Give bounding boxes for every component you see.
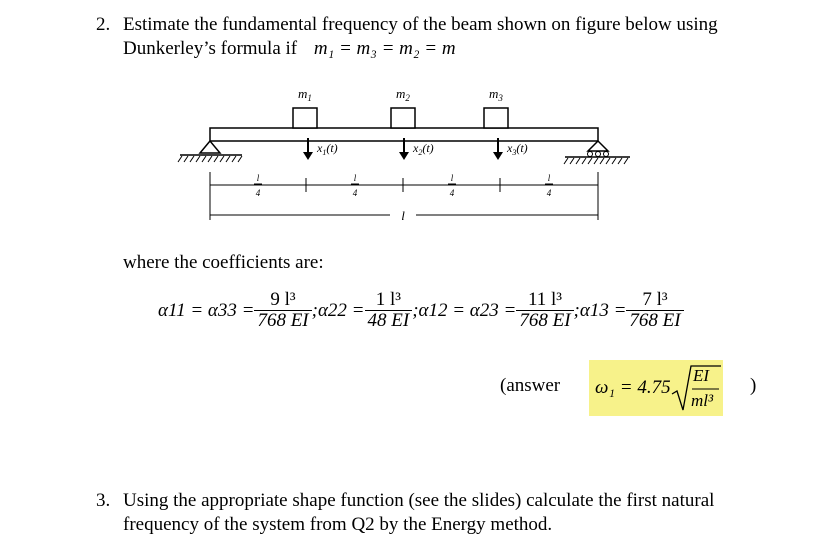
question-2-prefix: Dunkerley’s formula if xyxy=(123,38,298,59)
alpha22-lhs: ;α22 = xyxy=(311,299,365,321)
alpha11-alpha33-lhs: α11 = α33 = xyxy=(158,299,255,321)
answer-highlight xyxy=(589,360,723,416)
displacement-arrow-1-icon xyxy=(303,152,313,160)
alpha13-fraction: $\frac{\text{7 l³}}{768 EI}$ xyxy=(626,290,683,331)
answer-numerator: EI xyxy=(693,366,710,385)
question-2-number: 2. xyxy=(96,14,111,35)
answer-open: (answer xyxy=(500,375,561,396)
svg-text:l: l xyxy=(353,173,357,183)
coefficient-equations xyxy=(158,290,684,331)
svg-text:4: 4 xyxy=(546,188,552,198)
svg-text:l: l xyxy=(256,173,260,183)
svg-text:4: 4 xyxy=(352,188,358,198)
displacement-arrow-3-icon xyxy=(493,152,503,160)
mass-3-block xyxy=(484,108,508,128)
displacement-3-label: $x_3(t)$ xyxy=(507,141,528,157)
svg-text:4: 4 xyxy=(255,188,261,198)
question-2-line1: Estimate the fundamental frequency of the beam shown on figure below using xyxy=(123,14,718,35)
roller-support-icon xyxy=(564,141,630,164)
mass-3-label: $m_3$ xyxy=(489,86,503,103)
mass-1-label: $m_1$ xyxy=(298,86,312,103)
mass-2-block xyxy=(391,108,415,128)
svg-text:l: l xyxy=(450,173,454,183)
alpha22-fraction: $\frac{\text{1 l³}}{48 EI}$ xyxy=(365,290,413,331)
question-3-line2: frequency of the system from Q2 by the Energy method. xyxy=(123,514,553,535)
question-2-line2 xyxy=(123,38,456,60)
displacement-2-label: $x_2(t)$ xyxy=(413,141,434,157)
coefficients-intro: where the coefficients are: xyxy=(123,252,324,273)
alpha12-fraction: $\frac{\text{11 l³}}{768 EI}$ xyxy=(516,290,573,331)
displacement-1-label: $x_1(t)$ xyxy=(317,141,338,157)
alpha13-lhs: ;α13 = xyxy=(573,299,627,321)
answer-denominator: ml³ xyxy=(691,391,714,410)
displacement-arrow-2-icon xyxy=(399,152,409,160)
answer-omega: ω₁ = 4.75 xyxy=(595,377,671,398)
alpha11-fraction: $\frac{\text{9 l³}}{768 EI}$ xyxy=(254,290,311,331)
question-3-number: 3. xyxy=(96,490,111,511)
answer-close: ) xyxy=(750,375,757,396)
beam-figure xyxy=(170,80,650,240)
pin-support-icon xyxy=(178,141,242,162)
total-length-label: l xyxy=(401,208,405,223)
mass-condition: m₁ = m₃ = m₂ = m xyxy=(313,38,456,59)
question-3-line1: Using the appropriate shape function (see the slides) calculate the first natural xyxy=(123,490,715,511)
alpha12-alpha23-lhs: ;α12 = α23 = xyxy=(412,299,517,321)
svg-text:l: l xyxy=(547,173,551,183)
mass-1-block xyxy=(293,108,317,128)
svg-text:4: 4 xyxy=(449,188,455,198)
mass-2-label: $m_2$ xyxy=(396,86,410,103)
